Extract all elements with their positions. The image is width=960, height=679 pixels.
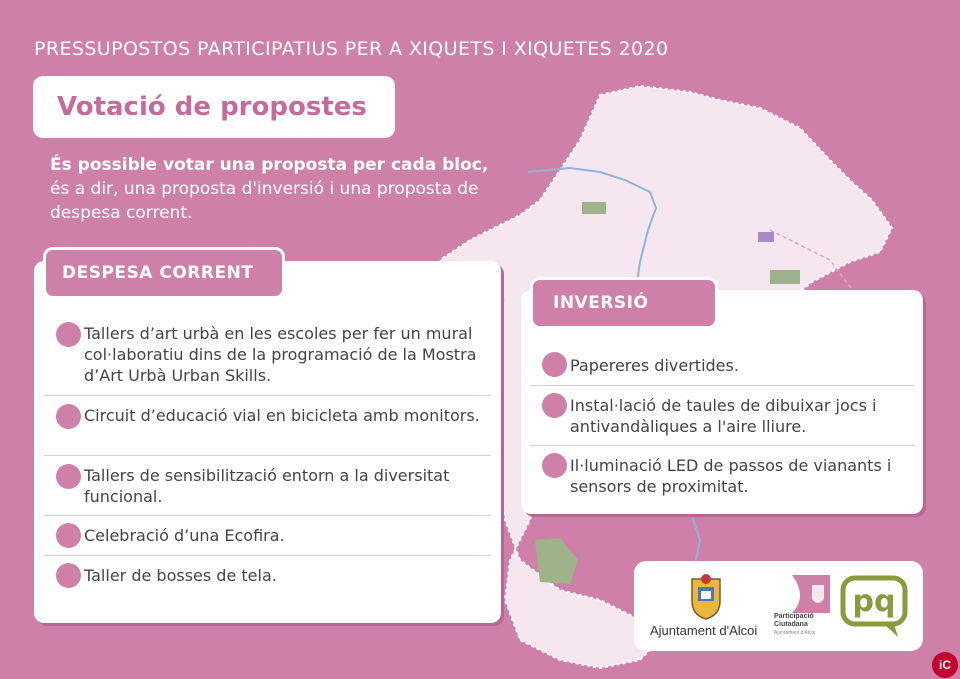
pq-logo-text: pq: [852, 584, 896, 619]
item-text: Instal·lació de taules de dibuixar jocs i antivandàliques a l'aire lliure.: [570, 396, 877, 436]
item-text: Tallers d’art urbà en les escoles per fer un mural col·laboratiu dins de la programació de la Mostra d’Art Urbà Urban Skills.: [84, 324, 477, 385]
item-text: Il·luminació LED de passos de vianants i sensors de proximitat.: [570, 456, 892, 496]
despesa-heading: DESPESA CORRENT: [43, 247, 285, 299]
ajuntament-label: Ajuntament d'Alcoi: [650, 623, 758, 638]
bullet-dot-icon: [56, 523, 81, 548]
list-item: [44, 396, 491, 456]
bullet-dot-icon: [56, 464, 81, 489]
list-item: [530, 446, 915, 506]
intro-text: [50, 153, 550, 225]
item-text: Tallers de sensibilització entorn a la diversitat funcional.: [84, 466, 450, 506]
inversio-heading: INVERSIÓ: [530, 277, 718, 329]
list-item: [530, 386, 915, 446]
inversio-list: [530, 346, 915, 506]
bullet-dot-icon: [542, 393, 567, 418]
alcoi-coat-of-arms-icon: [686, 573, 726, 621]
list-item: [44, 516, 491, 556]
participacio-label: [774, 613, 815, 637]
bullet-dot-icon: [542, 453, 567, 478]
list-item: [44, 318, 491, 396]
bullet-dot-icon: [56, 404, 81, 429]
participacio-logo-icon: [792, 575, 830, 613]
despesa-list: [44, 318, 491, 596]
green-area: [535, 538, 578, 584]
item-text: Circuit d’educació vial en bicicleta amb monitors.: [84, 406, 480, 425]
corner-badge: iC: [932, 652, 958, 678]
purple-area: [758, 232, 774, 242]
participacio-sub: Ajuntament d'Alcoi: [774, 630, 816, 636]
item-text: Celebració d’una Ecofira.: [84, 526, 285, 545]
pq-logo-icon: [840, 575, 908, 641]
green-area: [582, 202, 606, 214]
green-area: [770, 270, 800, 284]
item-text: Taller de bosses de tela.: [84, 566, 277, 585]
title-card: [33, 76, 395, 138]
page-title: Votació de propostes: [57, 92, 367, 122]
list-item: [530, 346, 915, 386]
list-item: [44, 456, 491, 516]
list-item: [44, 556, 491, 596]
intro-rest: és a dir, una proposta d'inversió i una proposta de despesa corrent.: [50, 179, 479, 223]
bullet-dot-icon: [56, 563, 81, 588]
bullet-dot-icon: [56, 322, 81, 347]
participacio-line2: Ciutadana: [774, 621, 808, 628]
page-supertitle: PRESSUPOSTOS PARTICIPATIUS PER A XIQUETS I XIQUETES 2020: [34, 38, 669, 60]
logos-card: [634, 561, 923, 651]
item-text: Papereres divertides.: [570, 356, 739, 375]
bullet-dot-icon: [542, 352, 567, 377]
intro-bold: És possible votar una proposta per cada bloc,: [50, 155, 489, 175]
participacio-line1: Participació: [774, 613, 814, 620]
